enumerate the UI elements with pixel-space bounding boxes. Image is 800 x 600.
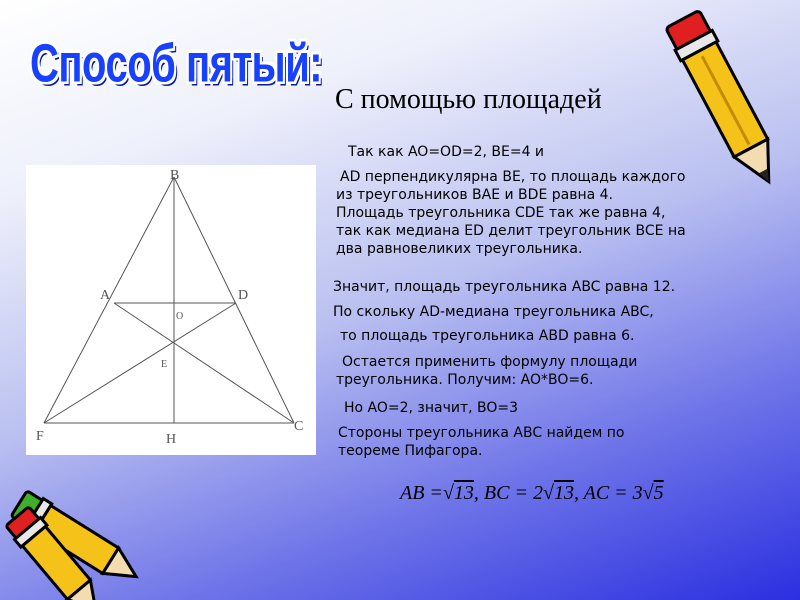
pencil-icon: [660, 0, 790, 195]
side-bc: [174, 177, 294, 423]
label-b: B: [170, 168, 180, 183]
label-e: E: [161, 359, 168, 370]
text-line: Стороны треугольника ABC найдем по: [338, 425, 625, 441]
triangle-figure: [26, 165, 316, 455]
pencil-icon: [0, 505, 120, 600]
label-f: F: [36, 429, 44, 444]
median-fd: [44, 303, 236, 423]
label-h: H: [166, 432, 177, 447]
text-line: Значит, площадь треугольника ABC равна 12.: [333, 279, 676, 295]
pythagoras-formula: AB =√13, BC = 2√13, AC = 3√5: [400, 482, 664, 504]
text-line: AD перпендикулярна BE, то площадь каждого: [340, 169, 686, 185]
text-line: теореме Пифагора.: [338, 443, 483, 459]
triangle-diagram: [26, 165, 316, 455]
text-line: из треугольников BAE и BDE равна 4.: [336, 187, 613, 203]
slide-subtitle: С помощью площадей: [335, 84, 602, 115]
text-line: Остается применить формулу площади: [342, 354, 638, 370]
text-line: Но AO=2, значит, BO=3: [344, 400, 519, 416]
label-o: O: [176, 311, 184, 322]
formula-bc: , BC = 2: [473, 482, 543, 504]
text-line: По скольку AD-медиана треугольника ABC,: [333, 304, 654, 320]
label-a: A: [100, 288, 111, 303]
slide-title: Способ пятый:: [30, 34, 323, 94]
label-d: D: [238, 288, 249, 303]
label-c: C: [294, 419, 304, 434]
text-line: так как медиана ED делит треугольник BCE на: [336, 223, 686, 239]
median-ca: [114, 303, 294, 423]
text-line: два равновеликих треугольника.: [336, 241, 583, 257]
text-line: Площадь треугольника CDE так же равна 4,: [336, 205, 666, 221]
text-line: то площадь треугольника ABD равна 6.: [340, 328, 635, 344]
formula-bc-radicand: 13: [553, 482, 574, 504]
text-line: треугольника. Получим: AO*BO=6.: [336, 372, 594, 388]
formula-ab: AB =: [400, 482, 443, 504]
formula-ab-radicand: 13: [453, 482, 474, 504]
text-line: Так как AO=OD=2, BE=4 и: [348, 144, 545, 160]
formula-ac-radicand: 5: [653, 482, 664, 504]
formula-ac: , AC = 3: [573, 482, 643, 504]
